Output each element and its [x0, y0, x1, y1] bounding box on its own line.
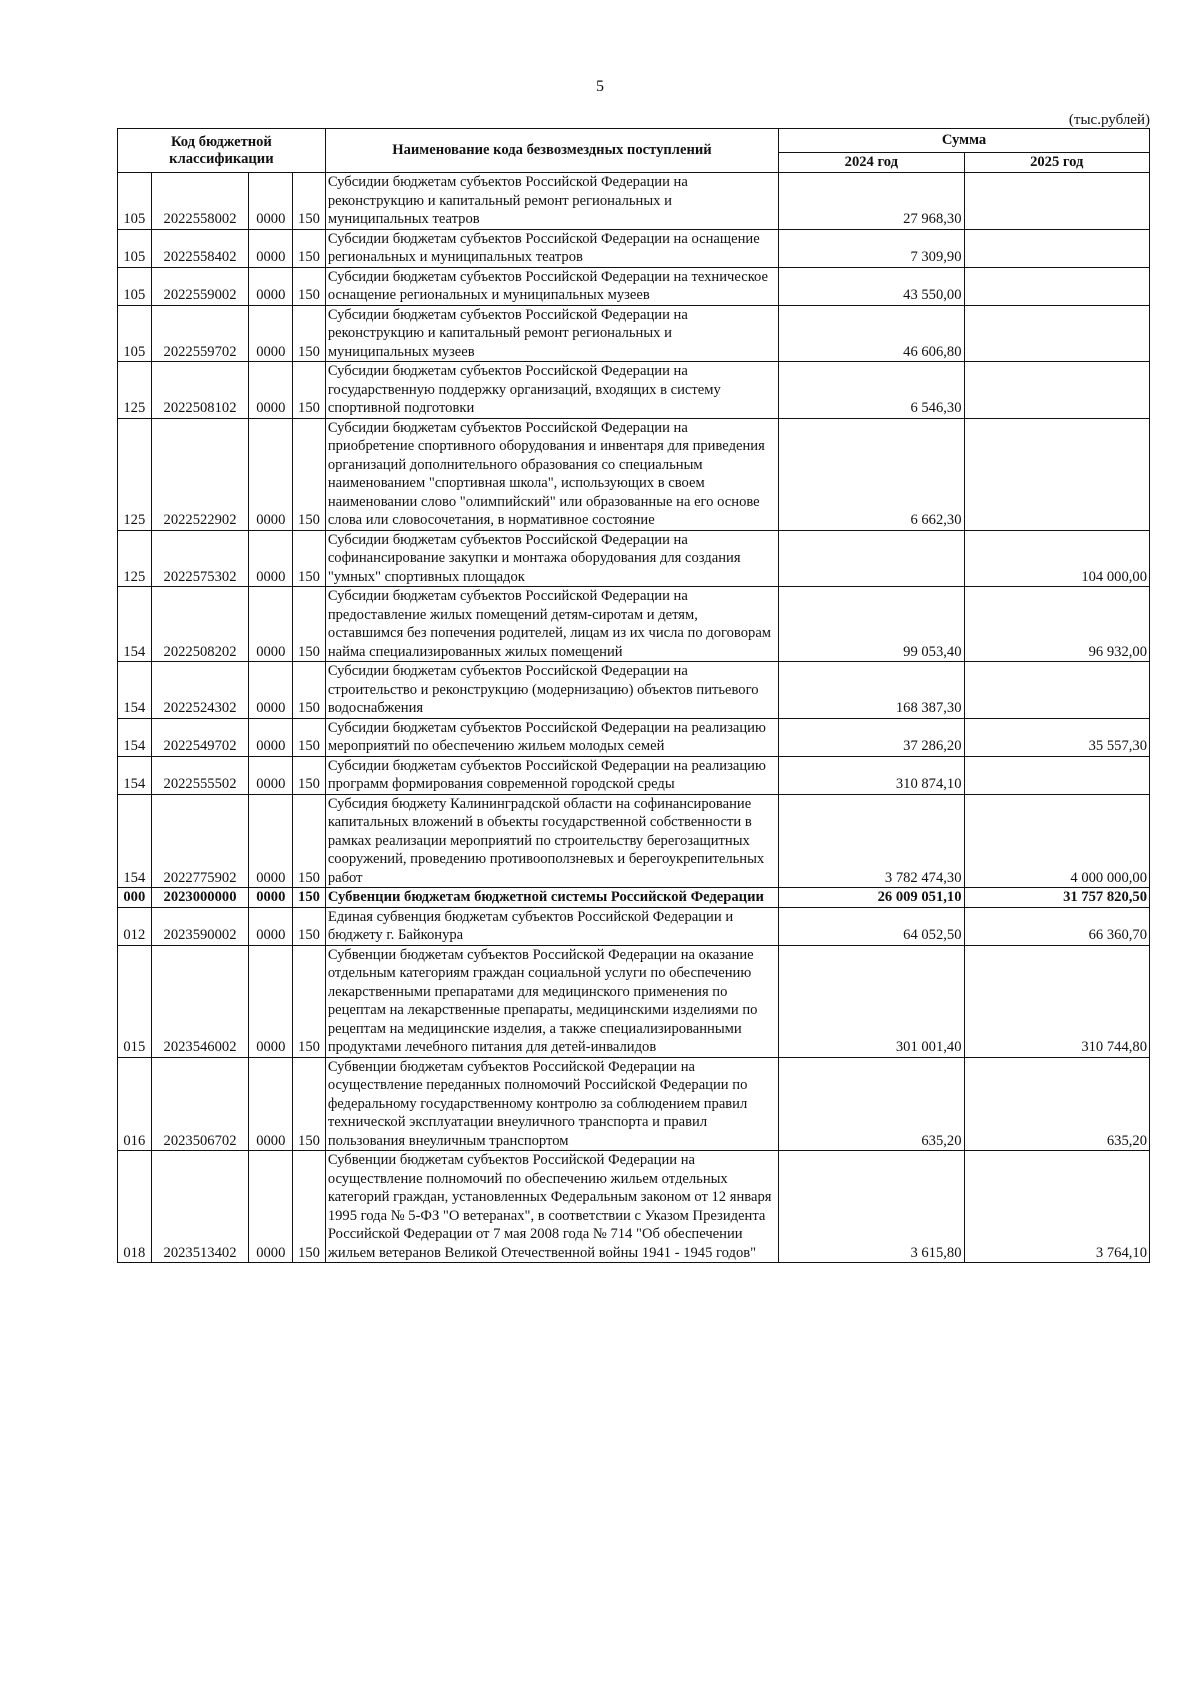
amount-2024: 3 782 474,30: [779, 794, 964, 888]
category-code: 150: [293, 267, 326, 305]
admin-code: 105: [118, 173, 152, 230]
header-year-2025: 2025 год: [964, 153, 1149, 173]
category-code: 150: [293, 305, 326, 362]
subtype-code: 0000: [249, 718, 293, 756]
table-row: [118, 173, 1150, 230]
admin-code: 125: [118, 530, 152, 587]
income-name: Субвенции бюджетам бюджетной системы Российской Федерации: [325, 888, 778, 908]
subtype-code: 0000: [249, 794, 293, 888]
amount-2025: 35 557,30: [964, 718, 1149, 756]
table-row: [118, 587, 1150, 662]
subtype-code: 0000: [249, 267, 293, 305]
income-code: 2022508202: [151, 587, 249, 662]
table-row: [118, 888, 1150, 908]
subtype-code: 0000: [249, 362, 293, 419]
table-row: [118, 756, 1150, 794]
amount-2024: 99 053,40: [779, 587, 964, 662]
amount-2025: [964, 173, 1149, 230]
admin-code: 154: [118, 794, 152, 888]
category-code: 150: [293, 362, 326, 419]
subtype-code: 0000: [249, 1057, 293, 1151]
amount-2024: 310 874,10: [779, 756, 964, 794]
category-code: 150: [293, 418, 326, 530]
subtype-code: 0000: [249, 756, 293, 794]
amount-2024: 46 606,80: [779, 305, 964, 362]
income-name: Субвенции бюджетам субъектов Российской Федерации на оказание отдельным категориям граждан социальной услуги по обеспечению лекарственными препаратами для медицинского применения по рецептам на лекарственные препараты, медицинскими изделиями по рецептам на медицинские изделия, а также специализированными продуктами лечебного питания для детей-инвалидов: [325, 945, 778, 1057]
admin-code: 154: [118, 718, 152, 756]
income-name: Субсидии бюджетам субъектов Российской Федерации на софинансирование закупки и монтажа оборудования для создания "умных" спортивных площадок: [325, 530, 778, 587]
amount-2025: [964, 756, 1149, 794]
income-name: Субсидии бюджетам субъектов Российской Федерации на государственную поддержку организаций, входящих в систему спортивной подготовки: [325, 362, 778, 419]
admin-code: 154: [118, 756, 152, 794]
category-code: 150: [293, 907, 326, 945]
amount-2025: 635,20: [964, 1057, 1149, 1151]
admin-code: 125: [118, 418, 152, 530]
income-name: Субвенции бюджетам субъектов Российской Федерации на осуществление переданных полномочий Российской Федерации по федеральному государственному контролю за соблюдением правил технической эксплуатации внеуличного транспорта и правил пользования внеуличным транспортом: [325, 1057, 778, 1151]
income-name: Субсидии бюджетам субъектов Российской Федерации на строительство и реконструкцию (модернизацию) объектов питьевого водоснабжения: [325, 662, 778, 719]
subtype-code: 0000: [249, 662, 293, 719]
amount-2024: 27 968,30: [779, 173, 964, 230]
amount-2024: 37 286,20: [779, 718, 964, 756]
admin-code: 000: [118, 888, 152, 908]
amount-2024: 301 001,40: [779, 945, 964, 1057]
page-number: 5: [596, 78, 604, 95]
category-code: 150: [293, 530, 326, 587]
income-code: 2022558402: [151, 229, 249, 267]
budget-table: [117, 128, 1150, 1263]
income-name: Единая субвенция бюджетам субъектов Российской Федерации и бюджету г. Байконура: [325, 907, 778, 945]
category-code: 150: [293, 718, 326, 756]
admin-code: 154: [118, 662, 152, 719]
table-row: [118, 1057, 1150, 1151]
income-code: 2022508102: [151, 362, 249, 419]
table-row: [118, 305, 1150, 362]
income-code: 2023000000: [151, 888, 249, 908]
admin-code: 105: [118, 305, 152, 362]
income-code: 2022549702: [151, 718, 249, 756]
table-row: [118, 794, 1150, 888]
subtype-code: 0000: [249, 888, 293, 908]
amount-2025: 310 744,80: [964, 945, 1149, 1057]
amount-2025: 4 000 000,00: [964, 794, 1149, 888]
admin-code: 105: [118, 267, 152, 305]
income-name: Субвенции бюджетам субъектов Российской Федерации на осуществление полномочий по обеспечению жильем отдельных категорий граждан, установленных Федеральным законом от 12 января 1995 года № 5-ФЗ "О ветеранах", в соответствии с Указом Президента Российской Федерации от 7 мая 2008 года № 714 "Об обеспечении жильем ветеранов Великой Отечественной войны 1941 - 1945 годов": [325, 1151, 778, 1263]
income-code: 2023590002: [151, 907, 249, 945]
category-code: 150: [293, 229, 326, 267]
amount-2025: 31 757 820,50: [964, 888, 1149, 908]
income-code: 2022558002: [151, 173, 249, 230]
income-code: 2022559002: [151, 267, 249, 305]
amount-2024: 6 546,30: [779, 362, 964, 419]
category-code: 150: [293, 756, 326, 794]
income-code: 2023506702: [151, 1057, 249, 1151]
table-row: [118, 907, 1150, 945]
amount-2024: 168 387,30: [779, 662, 964, 719]
category-code: 150: [293, 173, 326, 230]
amount-2024: 635,20: [779, 1057, 964, 1151]
category-code: 150: [293, 945, 326, 1057]
amount-2024: 43 550,00: [779, 267, 964, 305]
table-row: [118, 362, 1150, 419]
income-code: 2023546002: [151, 945, 249, 1057]
income-code: 2023513402: [151, 1151, 249, 1263]
category-code: 150: [293, 1151, 326, 1263]
admin-code: 016: [118, 1057, 152, 1151]
admin-code: 154: [118, 587, 152, 662]
amount-2025: [964, 305, 1149, 362]
amount-2024: 6 662,30: [779, 418, 964, 530]
income-name: Субсидии бюджетам субъектов Российской Федерации на предоставление жилых помещений детям-сиротам и детям, оставшимся без попечения родителей, лицам из их числа по договорам найма специализированных жилых помещений: [325, 587, 778, 662]
income-name: Субсидии бюджетам субъектов Российской Федерации на реализацию программ формирования современной городской среды: [325, 756, 778, 794]
subtype-code: 0000: [249, 305, 293, 362]
income-name: Субсидии бюджетам субъектов Российской Федерации на техническое оснащение региональных и муниципальных музеев: [325, 267, 778, 305]
table-row: [118, 229, 1150, 267]
table-row: [118, 718, 1150, 756]
subtype-code: 0000: [249, 418, 293, 530]
income-code: 2022575302: [151, 530, 249, 587]
category-code: 150: [293, 1057, 326, 1151]
income-name: Субсидии бюджетам субъектов Российской Федерации на реконструкцию и капитальный ремонт региональных и муниципальных театров: [325, 173, 778, 230]
income-name: Субсидии бюджетам субъектов Российской Федерации на реконструкцию и капитальный ремонт региональных и муниципальных музеев: [325, 305, 778, 362]
category-code: 150: [293, 794, 326, 888]
amount-2025: [964, 267, 1149, 305]
income-name: Субсидия бюджету Калининградской области на софинансирование капитальных вложений в объекты государственной собственности в рамках реализации мероприятий по строительству берегозащитных сооружений, проведению противооползневых и берегоукрепительных работ: [325, 794, 778, 888]
amount-2025: [964, 418, 1149, 530]
admin-code: 105: [118, 229, 152, 267]
amount-2025: [964, 662, 1149, 719]
amount-2025: [964, 362, 1149, 419]
subtype-code: 0000: [249, 1151, 293, 1263]
subtype-code: 0000: [249, 945, 293, 1057]
category-code: 150: [293, 587, 326, 662]
amount-2024: [779, 530, 964, 587]
amount-2024: 3 615,80: [779, 1151, 964, 1263]
amount-2025: 104 000,00: [964, 530, 1149, 587]
subtype-code: 0000: [249, 173, 293, 230]
income-name: Субсидии бюджетам субъектов Российской Федерации на приобретение спортивного оборудования и инвентаря для приведения организаций дополнительного образования со специальным наименованием "спортивная школа", использующих в своем наименовании слово "олимпийский" или образованные на его основе слова или словосочетания, в нормативное состояние: [325, 418, 778, 530]
table-row: [118, 418, 1150, 530]
amount-2025: [964, 229, 1149, 267]
income-code: 2022559702: [151, 305, 249, 362]
income-code: 2022524302: [151, 662, 249, 719]
table-row: [118, 267, 1150, 305]
subtype-code: 0000: [249, 229, 293, 267]
table-row: [118, 662, 1150, 719]
admin-code: 012: [118, 907, 152, 945]
table-row: [118, 530, 1150, 587]
units-label: (тыс.рублей): [1068, 112, 1150, 128]
admin-code: 015: [118, 945, 152, 1057]
admin-code: 125: [118, 362, 152, 419]
table-row: [118, 1151, 1150, 1263]
amount-2025: 96 932,00: [964, 587, 1149, 662]
header-sum: Сумма: [779, 129, 1150, 153]
admin-code: 018: [118, 1151, 152, 1263]
income-name: Субсидии бюджетам субъектов Российской Федерации на оснащение региональных и муниципальных театров: [325, 229, 778, 267]
amount-2024: 64 052,50: [779, 907, 964, 945]
table-row: [118, 945, 1150, 1057]
subtype-code: 0000: [249, 587, 293, 662]
subtype-code: 0000: [249, 907, 293, 945]
amount-2024: 26 009 051,10: [779, 888, 964, 908]
header-code: Код бюджетной классификации: [118, 129, 326, 173]
header-year-2024: 2024 год: [779, 153, 964, 173]
category-code: 150: [293, 888, 326, 908]
subtype-code: 0000: [249, 530, 293, 587]
amount-2024: 7 309,90: [779, 229, 964, 267]
income-name: Субсидии бюджетам субъектов Российской Федерации на реализацию мероприятий по обеспечению жильем молодых семей: [325, 718, 778, 756]
income-code: 2022522902: [151, 418, 249, 530]
amount-2025: 3 764,10: [964, 1151, 1149, 1263]
category-code: 150: [293, 662, 326, 719]
header-name: Наименование кода безвозмездных поступлений: [325, 129, 778, 173]
income-code: 2022555502: [151, 756, 249, 794]
amount-2025: 66 360,70: [964, 907, 1149, 945]
income-code: 2022775902: [151, 794, 249, 888]
